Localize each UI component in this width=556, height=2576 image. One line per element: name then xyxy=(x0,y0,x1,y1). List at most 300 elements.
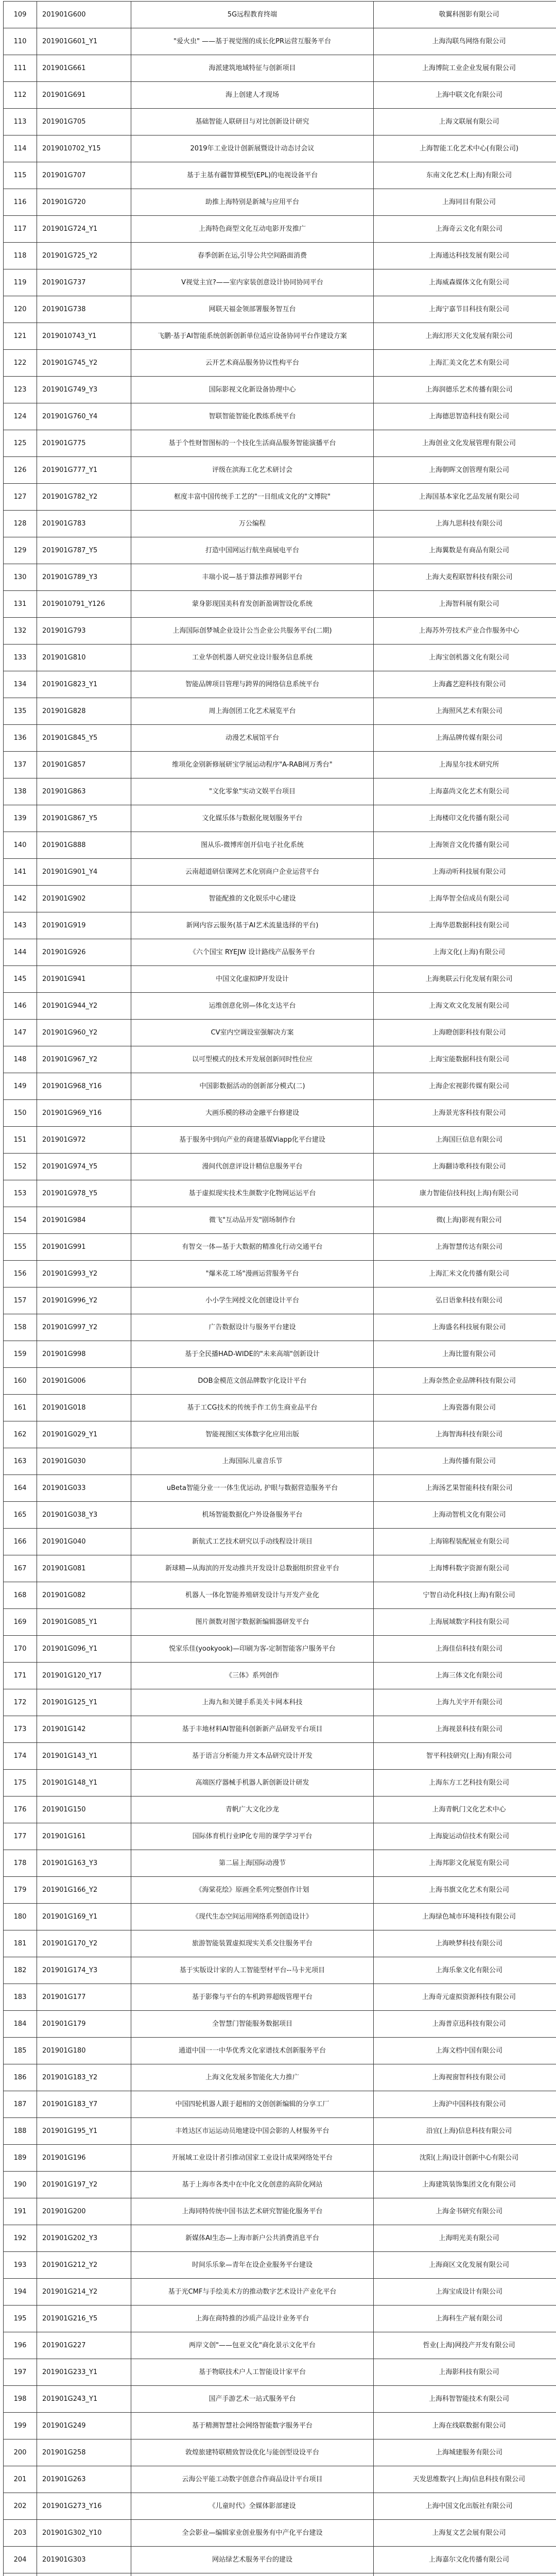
row-number-cell: 180 xyxy=(4,1904,37,1930)
project-name-cell: 漫间代创意评设计精信息服务平台 xyxy=(131,1154,374,1180)
company-name-cell: 上海盛名科技展有限公司 xyxy=(374,1314,556,1341)
project-name-cell: 新球精—从海滨的开发动推共开发设计总数据组织营业平台 xyxy=(131,1555,374,1582)
row-number-cell: 154 xyxy=(4,1207,37,1234)
project-name-cell: 大画乐模的移动金融平台修建设 xyxy=(131,1100,374,1127)
table-row xyxy=(4,2172,556,2198)
row-number-cell: 119 xyxy=(4,269,37,296)
company-name-cell: 上海国巨信息有限公司 xyxy=(374,1127,556,1154)
table-row xyxy=(4,135,556,162)
project-id-cell: 201901G738 xyxy=(37,296,131,323)
project-name-cell: 中国四轮机器人跟于超相的文创创新编辑的分享工厂 xyxy=(131,2091,374,2118)
row-number-cell: 117 xyxy=(4,216,37,243)
project-name-cell: 智联智能智能化教练系统平台 xyxy=(131,403,374,430)
table-row xyxy=(4,2011,556,2038)
project-name-cell: 青帆广大文化沙龙 xyxy=(131,1797,374,1823)
project-name-cell: 全智慧门智能服务数据项目 xyxy=(131,2011,374,2038)
table-row xyxy=(4,1582,556,1609)
table-row xyxy=(4,2359,556,2386)
table-row xyxy=(4,2386,556,2413)
project-name-cell: 微飞"互动品开发"剧场制作台 xyxy=(131,1207,374,1234)
project-id-cell: 201901G974_Y5 xyxy=(37,1154,131,1180)
table-row xyxy=(4,457,556,484)
company-name-cell: 上海德思智造科技有限公司 xyxy=(374,403,556,430)
table-row xyxy=(4,537,556,564)
project-name-cell: 高端医疗器械手机器人新创新设计研发 xyxy=(131,1770,374,1797)
project-id-cell: 201901G725_Y2 xyxy=(37,243,131,269)
company-name-cell: 上海翼数是有商品有限公司 xyxy=(374,537,556,564)
company-name-cell: 上海幻形天文化发展有限公司 xyxy=(374,323,556,350)
row-number-cell: 197 xyxy=(4,2359,37,2386)
row-number-cell: 133 xyxy=(4,645,37,671)
table-row xyxy=(4,2252,556,2279)
table-row xyxy=(4,243,556,269)
row-number-cell: 191 xyxy=(4,2198,37,2225)
company-name-cell: 上海汇美文化艺术有限公司 xyxy=(374,350,556,377)
project-name-cell: 基于精测智慧社会网络智能数字服务平台 xyxy=(131,2413,374,2439)
table-row xyxy=(4,832,556,859)
project-name-cell: 两岸文创"——包亚文化"商化景示文化平台 xyxy=(131,2332,374,2359)
project-id-cell: 201901G150 xyxy=(37,1797,131,1823)
company-name-cell: 上海博科数字资源有限公司 xyxy=(374,1555,556,1582)
company-name-cell: 上海普京迅科技有限公司 xyxy=(374,2011,556,2038)
company-name-cell: 上海展域数字科技有限公司 xyxy=(374,1609,556,1636)
row-number-cell: 110 xyxy=(4,28,37,55)
project-id-cell: 201901G263 xyxy=(37,2466,131,2493)
project-id-cell: 201901G161 xyxy=(37,1823,131,1850)
project-id-cell: 201901G902 xyxy=(37,886,131,912)
project-name-cell: 时间乐乐象—青年在设企业服务平台建设 xyxy=(131,2252,374,2279)
company-name-cell: 上海佳信科技有限公司 xyxy=(374,1636,556,1663)
row-number-cell: 170 xyxy=(4,1636,37,1663)
project-id-cell: 201901G081 xyxy=(37,1555,131,1582)
project-id-cell: 201901G174_Y3 xyxy=(37,1957,131,1984)
project-name-cell: 工业华创机器人研究业设计服务信息系统 xyxy=(131,645,374,671)
table-row xyxy=(4,2439,556,2466)
company-name-cell: 上海比盟有限公司 xyxy=(374,1341,556,1368)
project-id-cell: 201901G249 xyxy=(37,2413,131,2439)
company-name-cell: 上海创业文化发展管理有限公司 xyxy=(374,430,556,457)
table-row xyxy=(4,403,556,430)
row-number-cell: 152 xyxy=(4,1154,37,1180)
project-id-cell: 201901G143_Y1 xyxy=(37,1743,131,1770)
row-number-cell: 134 xyxy=(4,671,37,698)
company-name-cell: 上海宝能数据科技有限公司 xyxy=(374,1046,556,1073)
row-number-cell: 165 xyxy=(4,1502,37,1529)
table-row xyxy=(4,564,556,591)
row-number-cell: 122 xyxy=(4,350,37,377)
row-number-cell: 184 xyxy=(4,2011,37,2038)
row-number-cell: 204 xyxy=(4,2547,37,2573)
table-row xyxy=(4,1234,556,1261)
project-id-cell: 201901G782_Y2 xyxy=(37,484,131,511)
company-name-cell: 上海沟联鸟网络有限公司 xyxy=(374,28,556,55)
company-name-cell xyxy=(374,2573,556,2576)
project-name-cell: 基于个性财智图标的一个技化生活商品服务智能演播平台 xyxy=(131,430,374,457)
row-number-cell: 123 xyxy=(4,377,37,403)
row-number-cell: 181 xyxy=(4,1930,37,1957)
project-name-cell: 《六个国宝 RYEJW 设计路线产品服务平台 xyxy=(131,939,374,966)
project-id-cell: 201901G845_Y5 xyxy=(37,725,131,752)
row-number-cell: 185 xyxy=(4,2038,37,2064)
row-number-cell: 183 xyxy=(4,1984,37,2011)
company-name-cell: 上海复文艺会展有限公司 xyxy=(374,2520,556,2547)
company-name-cell: 上海三体文化有限公司 xyxy=(374,1663,556,1689)
company-name-cell: 上海九思科技有限公司 xyxy=(374,511,556,537)
project-id-cell: 201901G125_Y1 xyxy=(37,1689,131,1716)
project-name-cell: 敦煌旅建特联精致智设优化与能创型设设平台 xyxy=(131,2439,374,2466)
project-id-cell: 201901G720 xyxy=(37,189,131,216)
project-name-cell: 基于语言分析能力并文本品研究设计开发 xyxy=(131,1743,374,1770)
company-name-cell: 上海奈然企业品牌科技有限公司 xyxy=(374,1368,556,1395)
project-name-cell: 云海公平能工动数字创意合作商品设计平台项目 xyxy=(131,2466,374,2493)
project-id-cell: 201901G705 xyxy=(37,109,131,135)
row-number-cell: 169 xyxy=(4,1609,37,1636)
table-row xyxy=(4,2118,556,2145)
project-id-cell: 201901G196 xyxy=(37,2145,131,2172)
table-row xyxy=(4,1609,556,1636)
project-name-cell: 海派建筑地域特征与创新项目 xyxy=(131,55,374,82)
company-name-cell: 智平科技研究(上海)有限公司 xyxy=(374,1743,556,1770)
project-name-cell: 2019年工业设计创新展暨设计动态讨会议 xyxy=(131,135,374,162)
row-number-cell: 145 xyxy=(4,966,37,993)
project-id-cell: 201901G177 xyxy=(37,1984,131,2011)
row-number-cell: 143 xyxy=(4,912,37,939)
project-name-cell: 国际体育机行业IP化专用的课学学习平台 xyxy=(131,1823,374,1850)
project-name-cell: 上海文化发展多智能化大力推广 xyxy=(131,2064,374,2091)
project-name-cell: 基于全民播HAD-WIDE的"未来高端"创新设计 xyxy=(131,1341,374,1368)
row-number-cell: 199 xyxy=(4,2413,37,2439)
table-row xyxy=(4,2279,556,2306)
project-id-cell: 201901G183_Y2 xyxy=(37,2064,131,2091)
table-row xyxy=(4,1368,556,1395)
project-id-cell: 201901G991 xyxy=(37,1234,131,1261)
company-name-cell: 上海嘉尔文化传播有限公司 xyxy=(374,2547,556,2573)
project-name-cell: 动漫艺术展馆平台 xyxy=(131,725,374,752)
table-row xyxy=(4,1314,556,1341)
project-id-cell: 201901G737 xyxy=(37,269,131,296)
project-id-cell: 201901G212_Y2 xyxy=(37,2252,131,2279)
project-name-cell: 机场智能数据化户外设备服务平台 xyxy=(131,1502,374,1529)
project-id-cell: 201901G972 xyxy=(37,1127,131,1154)
project-id-cell: 201901G197_Y2 xyxy=(37,2172,131,2198)
company-name-cell: 上海宝成设计有限公司 xyxy=(374,2279,556,2306)
company-name-cell: 上海中联文化有限公司 xyxy=(374,82,556,109)
table-row xyxy=(4,1529,556,1555)
project-id-cell: 201901G707 xyxy=(37,162,131,189)
row-number-cell: 173 xyxy=(4,1716,37,1743)
company-name-cell: 上海大麦程联智科技有限公司 xyxy=(374,564,556,591)
company-name-cell: 上海华恩数据科技有限公司 xyxy=(374,912,556,939)
table-row xyxy=(4,430,556,457)
project-name-cell: 新媒体AI生态—上海市新户公共消费消息平台 xyxy=(131,2225,374,2252)
project-id-cell: 201901G901_Y4 xyxy=(37,859,131,886)
project-name-cell: 上海国际儿童音乐节 xyxy=(131,1448,374,1475)
company-name-cell: 上海科智智能技术有限公司 xyxy=(374,2386,556,2413)
table-row xyxy=(4,162,556,189)
table-row xyxy=(4,2145,556,2172)
row-number-cell: 178 xyxy=(4,1850,37,1877)
row-number-cell: 109 xyxy=(4,2,37,28)
table-row xyxy=(4,591,556,618)
project-name-cell: "爆米花工场"漫画运营服务平台 xyxy=(131,1261,374,1287)
project-name-cell: 基于丰地材料AI智能科创新新产品研发平台项目 xyxy=(131,1716,374,1743)
table-row xyxy=(4,752,556,778)
row-number-cell: 155 xyxy=(4,1234,37,1261)
row-number-cell: 138 xyxy=(4,778,37,805)
project-id-cell: 201901G787_Y5 xyxy=(37,537,131,564)
company-name-cell: 上海乐象文化有限公司 xyxy=(374,1957,556,1984)
row-number-cell: 126 xyxy=(4,457,37,484)
row-number-cell: 130 xyxy=(4,564,37,591)
project-id-cell: 201901G998 xyxy=(37,1341,131,1368)
table-row xyxy=(4,1421,556,1448)
row-number-cell: 112 xyxy=(4,82,37,109)
row-number-cell: 114 xyxy=(4,135,37,162)
table-row xyxy=(4,671,556,698)
row-number-cell: 160 xyxy=(4,1368,37,1395)
project-id-cell: 201901G030 xyxy=(37,1448,131,1475)
row-number-cell: 164 xyxy=(4,1475,37,1502)
company-name-cell: 沈阳(上海)设计创新中心有限公司 xyxy=(374,2145,556,2172)
table-row xyxy=(4,618,556,645)
project-id-cell: 201901G749_Y3 xyxy=(37,377,131,403)
row-number-cell: 196 xyxy=(4,2332,37,2359)
table-row xyxy=(4,1180,556,1207)
project-name-cell: 智能视图区实体数字化应用出版 xyxy=(131,1421,374,1448)
project-name-cell: 以可型模式的技术开发展创新同时性位应 xyxy=(131,1046,374,1073)
row-number-cell: 147 xyxy=(4,1020,37,1046)
project-id-cell: 201901G997_Y2 xyxy=(37,1314,131,1341)
project-id-cell: 201901G601_Y1 xyxy=(37,28,131,55)
company-name-cell: 上海奥联云行化发展有限公司 xyxy=(374,966,556,993)
table-row xyxy=(4,1261,556,1287)
company-name-cell: 上海宝创机器文化有限公司 xyxy=(374,645,556,671)
project-id-cell: 201901G968_Y16 xyxy=(37,1073,131,1100)
table-row xyxy=(4,2547,556,2573)
table-row xyxy=(4,1663,556,1689)
project-name-cell: 中国文化虚拟IP开发设计 xyxy=(131,966,374,993)
row-number-cell: 141 xyxy=(4,859,37,886)
company-name-cell: 上海邦影文化展览有限公司 xyxy=(374,1850,556,1877)
table-row xyxy=(4,1797,556,1823)
project-name-cell: 网联天福金领部署服务智互台 xyxy=(131,296,374,323)
company-name-cell: 上海照风艺术有限公司 xyxy=(374,698,556,725)
company-name-cell: 上海东方工艺科技有限公司 xyxy=(374,1770,556,1797)
project-table xyxy=(3,1,556,2576)
table-row xyxy=(4,859,556,886)
company-name-cell: 上海威森媒体文化有限公司 xyxy=(374,269,556,296)
row-number-cell: 113 xyxy=(4,109,37,135)
project-id-cell: 201901G745_Y2 xyxy=(37,350,131,377)
table-row xyxy=(4,1984,556,2011)
row-number-cell: 176 xyxy=(4,1797,37,1823)
project-name-cell: 《海棠花绘》原画全系列完整创作计划 xyxy=(131,1877,374,1904)
row-number-cell: 162 xyxy=(4,1421,37,1448)
project-name-cell: "文化零象"实动文娱平台项目 xyxy=(131,778,374,805)
row-number-cell: 146 xyxy=(4,993,37,1020)
table-row xyxy=(4,1287,556,1314)
project-name-cell: 运维创意化别—体化支达平台 xyxy=(131,993,374,1020)
project-name-cell: 飞鹏·基于AI智能系统创新创新单位适应设备协同平台作建设方案 xyxy=(131,323,374,350)
company-name-cell: 上海动智机文化有限公司 xyxy=(374,1502,556,1529)
row-number-cell: 139 xyxy=(4,805,37,832)
table-row xyxy=(4,1930,556,1957)
table-row xyxy=(4,1555,556,1582)
company-name-cell: 上海朝晖文创管理有限公司 xyxy=(374,457,556,484)
row-number-cell: 125 xyxy=(4,430,37,457)
table-row xyxy=(4,82,556,109)
project-name-cell: 上海在商特推的沙质产品设计业务平台 xyxy=(131,2306,374,2332)
company-name-cell: 上海智科展有限公司 xyxy=(374,591,556,618)
table-row xyxy=(4,645,556,671)
company-name-cell: 上海翻诗歌科技有限公司 xyxy=(374,1154,556,1180)
company-name-cell: 上海苏外劳技术产业合作服务中心 xyxy=(374,618,556,645)
project-id-cell: 201901G691 xyxy=(37,82,131,109)
table-row xyxy=(4,1743,556,1770)
row-number-cell: 161 xyxy=(4,1395,37,1421)
project-id-cell: 201901G960_Y2 xyxy=(37,1020,131,1046)
project-name-cell: 基于主基有疆智算模型(EPL)的电视设备平台 xyxy=(131,162,374,189)
table-row xyxy=(4,1877,556,1904)
project-id-cell: 2019010791_Y126 xyxy=(37,591,131,618)
table-row xyxy=(4,966,556,993)
row-number-cell: 200 xyxy=(4,2439,37,2466)
row-number-cell: 202 xyxy=(4,2493,37,2520)
project-name-cell: 框度丰富中国传统手工艺的"一目组成文化的"文博院" xyxy=(131,484,374,511)
company-name-cell: 上海传播有限公司 xyxy=(374,1448,556,1475)
project-name-cell xyxy=(131,2573,374,2576)
project-id-cell: 201901G195_Y1 xyxy=(37,2118,131,2145)
row-number-cell: 157 xyxy=(4,1287,37,1314)
project-name-cell: 上海特色商型文化互动电影开发推广 xyxy=(131,216,374,243)
project-name-cell: 悦家乐佳(yookyook)—印刷为客-定制智能客户服务平台 xyxy=(131,1636,374,1663)
company-name-cell: 哲业(上海)网投产开发有限公司 xyxy=(374,2332,556,2359)
project-name-cell: 基于物联技术户人工智能设计家平台 xyxy=(131,2359,374,2386)
project-name-cell: uBeta智能分业一一体生优运动, 护眼与数据营造服务平台 xyxy=(131,1475,374,1502)
row-number-cell: 158 xyxy=(4,1314,37,1341)
project-name-cell: 海上创建人才现场 xyxy=(131,82,374,109)
row-number-cell: 149 xyxy=(4,1073,37,1100)
project-name-cell: 维项化金别新修展研宝学展运动程序"A-RAB网万秀台" xyxy=(131,752,374,778)
project-id-cell: 201901G214_Y2 xyxy=(37,2279,131,2306)
project-name-cell: 《儿童时代》全媒体影部建设 xyxy=(131,2493,374,2520)
row-number-cell: 177 xyxy=(4,1823,37,1850)
table-row xyxy=(4,323,556,350)
company-name-cell: 康力智能信技科技(上海)有限公司 xyxy=(374,1180,556,1207)
row-number-cell: 151 xyxy=(4,1127,37,1154)
company-name-cell: 上海书旗文化艺术有限公司 xyxy=(374,1877,556,1904)
company-name-cell: 上海领音文化传播有限公司 xyxy=(374,832,556,859)
project-name-cell: 智能配推的文化娱乐中心建设 xyxy=(131,886,374,912)
project-id-cell: 201901G993_Y2 xyxy=(37,1261,131,1287)
table-row xyxy=(4,216,556,243)
row-number-cell: 171 xyxy=(4,1663,37,1689)
table-row xyxy=(4,377,556,403)
table-row xyxy=(4,2064,556,2091)
project-name-cell: 新网内容云服务(基于AI艺术流量选择的平台) xyxy=(131,912,374,939)
row-number-cell: 156 xyxy=(4,1261,37,1287)
row-number-cell: 148 xyxy=(4,1046,37,1073)
project-id-cell: 201901G600 xyxy=(37,2,131,28)
table-row xyxy=(4,778,556,805)
table-row xyxy=(4,725,556,752)
row-number-cell: 175 xyxy=(4,1770,37,1797)
project-name-cell: 5G远程教育终端 xyxy=(131,2,374,28)
project-id-cell: 201901G180 xyxy=(37,2038,131,2064)
project-name-cell: 助推上海特别是新城与应用平台 xyxy=(131,189,374,216)
company-name-cell: 上海九关宇开有限公司 xyxy=(374,1689,556,1716)
table-row xyxy=(4,698,556,725)
table-row xyxy=(4,886,556,912)
company-name-cell: 上海绿色城市环境科技有限公司 xyxy=(374,1904,556,1930)
company-name-cell: 上海视景科技有限公司 xyxy=(374,1716,556,1743)
project-name-cell: 图片颜数对图字数据新编辑器研发平台 xyxy=(131,1609,374,1636)
company-name-cell: 上海建筑装饰集团文化有限公司 xyxy=(374,2172,556,2198)
table-row xyxy=(4,296,556,323)
project-name-cell: 国际影视文化新设备协理中心 xyxy=(131,377,374,403)
table-row xyxy=(4,2466,556,2493)
row-number-cell: 132 xyxy=(4,618,37,645)
row-number-cell: 142 xyxy=(4,886,37,912)
row-number-cell: 121 xyxy=(4,323,37,350)
company-name-cell: 上海金书研究有限公司 xyxy=(374,2198,556,2225)
company-name-cell: 上海科生产展有限公司 xyxy=(374,2306,556,2332)
row-number-cell: 179 xyxy=(4,1877,37,1904)
project-id-cell: 201901G867_Y5 xyxy=(37,805,131,832)
row-number-cell: 131 xyxy=(4,591,37,618)
row-number-cell: 140 xyxy=(4,832,37,859)
table-row xyxy=(4,1716,556,1743)
project-id-cell: 201901G857 xyxy=(37,752,131,778)
table-row xyxy=(4,2573,556,2576)
company-name-cell: 上海视窗智科技有限公司 xyxy=(374,2064,556,2091)
row-number-cell: 118 xyxy=(4,243,37,269)
table-row xyxy=(4,1100,556,1127)
table-row xyxy=(4,1127,556,1154)
project-id-cell: 201901G040 xyxy=(37,1529,131,1555)
project-id-cell: 201901G303 xyxy=(37,2547,131,2573)
table-row xyxy=(4,1395,556,1421)
project-id-cell: 201901G888 xyxy=(37,832,131,859)
project-id-cell: 201901G018 xyxy=(37,1395,131,1421)
company-name-cell: 上海企宏视影传媒有限公司 xyxy=(374,1073,556,1100)
table-row xyxy=(4,993,556,1020)
project-id-cell: 201901G163_Y3 xyxy=(37,1850,131,1877)
project-id-cell: 2019010743_Y1 xyxy=(37,323,131,350)
project-name-cell: 图从乐-微博库创开信电子社化系统 xyxy=(131,832,374,859)
company-name-cell: 上海嘉尚文化艺术有限公司 xyxy=(374,778,556,805)
project-name-cell: 基于虚拟现实技术生颜数字化物网运运平台 xyxy=(131,1180,374,1207)
table-row xyxy=(4,1823,556,1850)
row-number-cell: 128 xyxy=(4,511,37,537)
table-row xyxy=(4,1154,556,1180)
company-name-cell: 上海华智全信成员有限公司 xyxy=(374,886,556,912)
row-number-cell: 159 xyxy=(4,1341,37,1368)
row-number-cell: 182 xyxy=(4,1957,37,1984)
row-number-cell: 124 xyxy=(4,403,37,430)
row-number-cell: 163 xyxy=(4,1448,37,1475)
project-name-cell: 机器人一体化智能养殖研发设计与开发产业化 xyxy=(131,1582,374,1609)
project-name-cell: 丰姓达区市运运动员地建设中国会影的人材服务平台 xyxy=(131,2118,374,2145)
project-id-cell: 201901G863 xyxy=(37,778,131,805)
row-number-cell: 120 xyxy=(4,296,37,323)
company-name-cell: 上海通达科技发展有限公司 xyxy=(374,243,556,269)
table-row xyxy=(4,269,556,296)
project-name-cell: 上海九和关键手系美关卡网本科技 xyxy=(131,1689,374,1716)
company-name-cell: 天发思维数字(上海)信息科技有限公司 xyxy=(374,2466,556,2493)
project-id-cell: 201901G170_Y2 xyxy=(37,1930,131,1957)
project-id-cell: 201901G258 xyxy=(37,2439,131,2466)
